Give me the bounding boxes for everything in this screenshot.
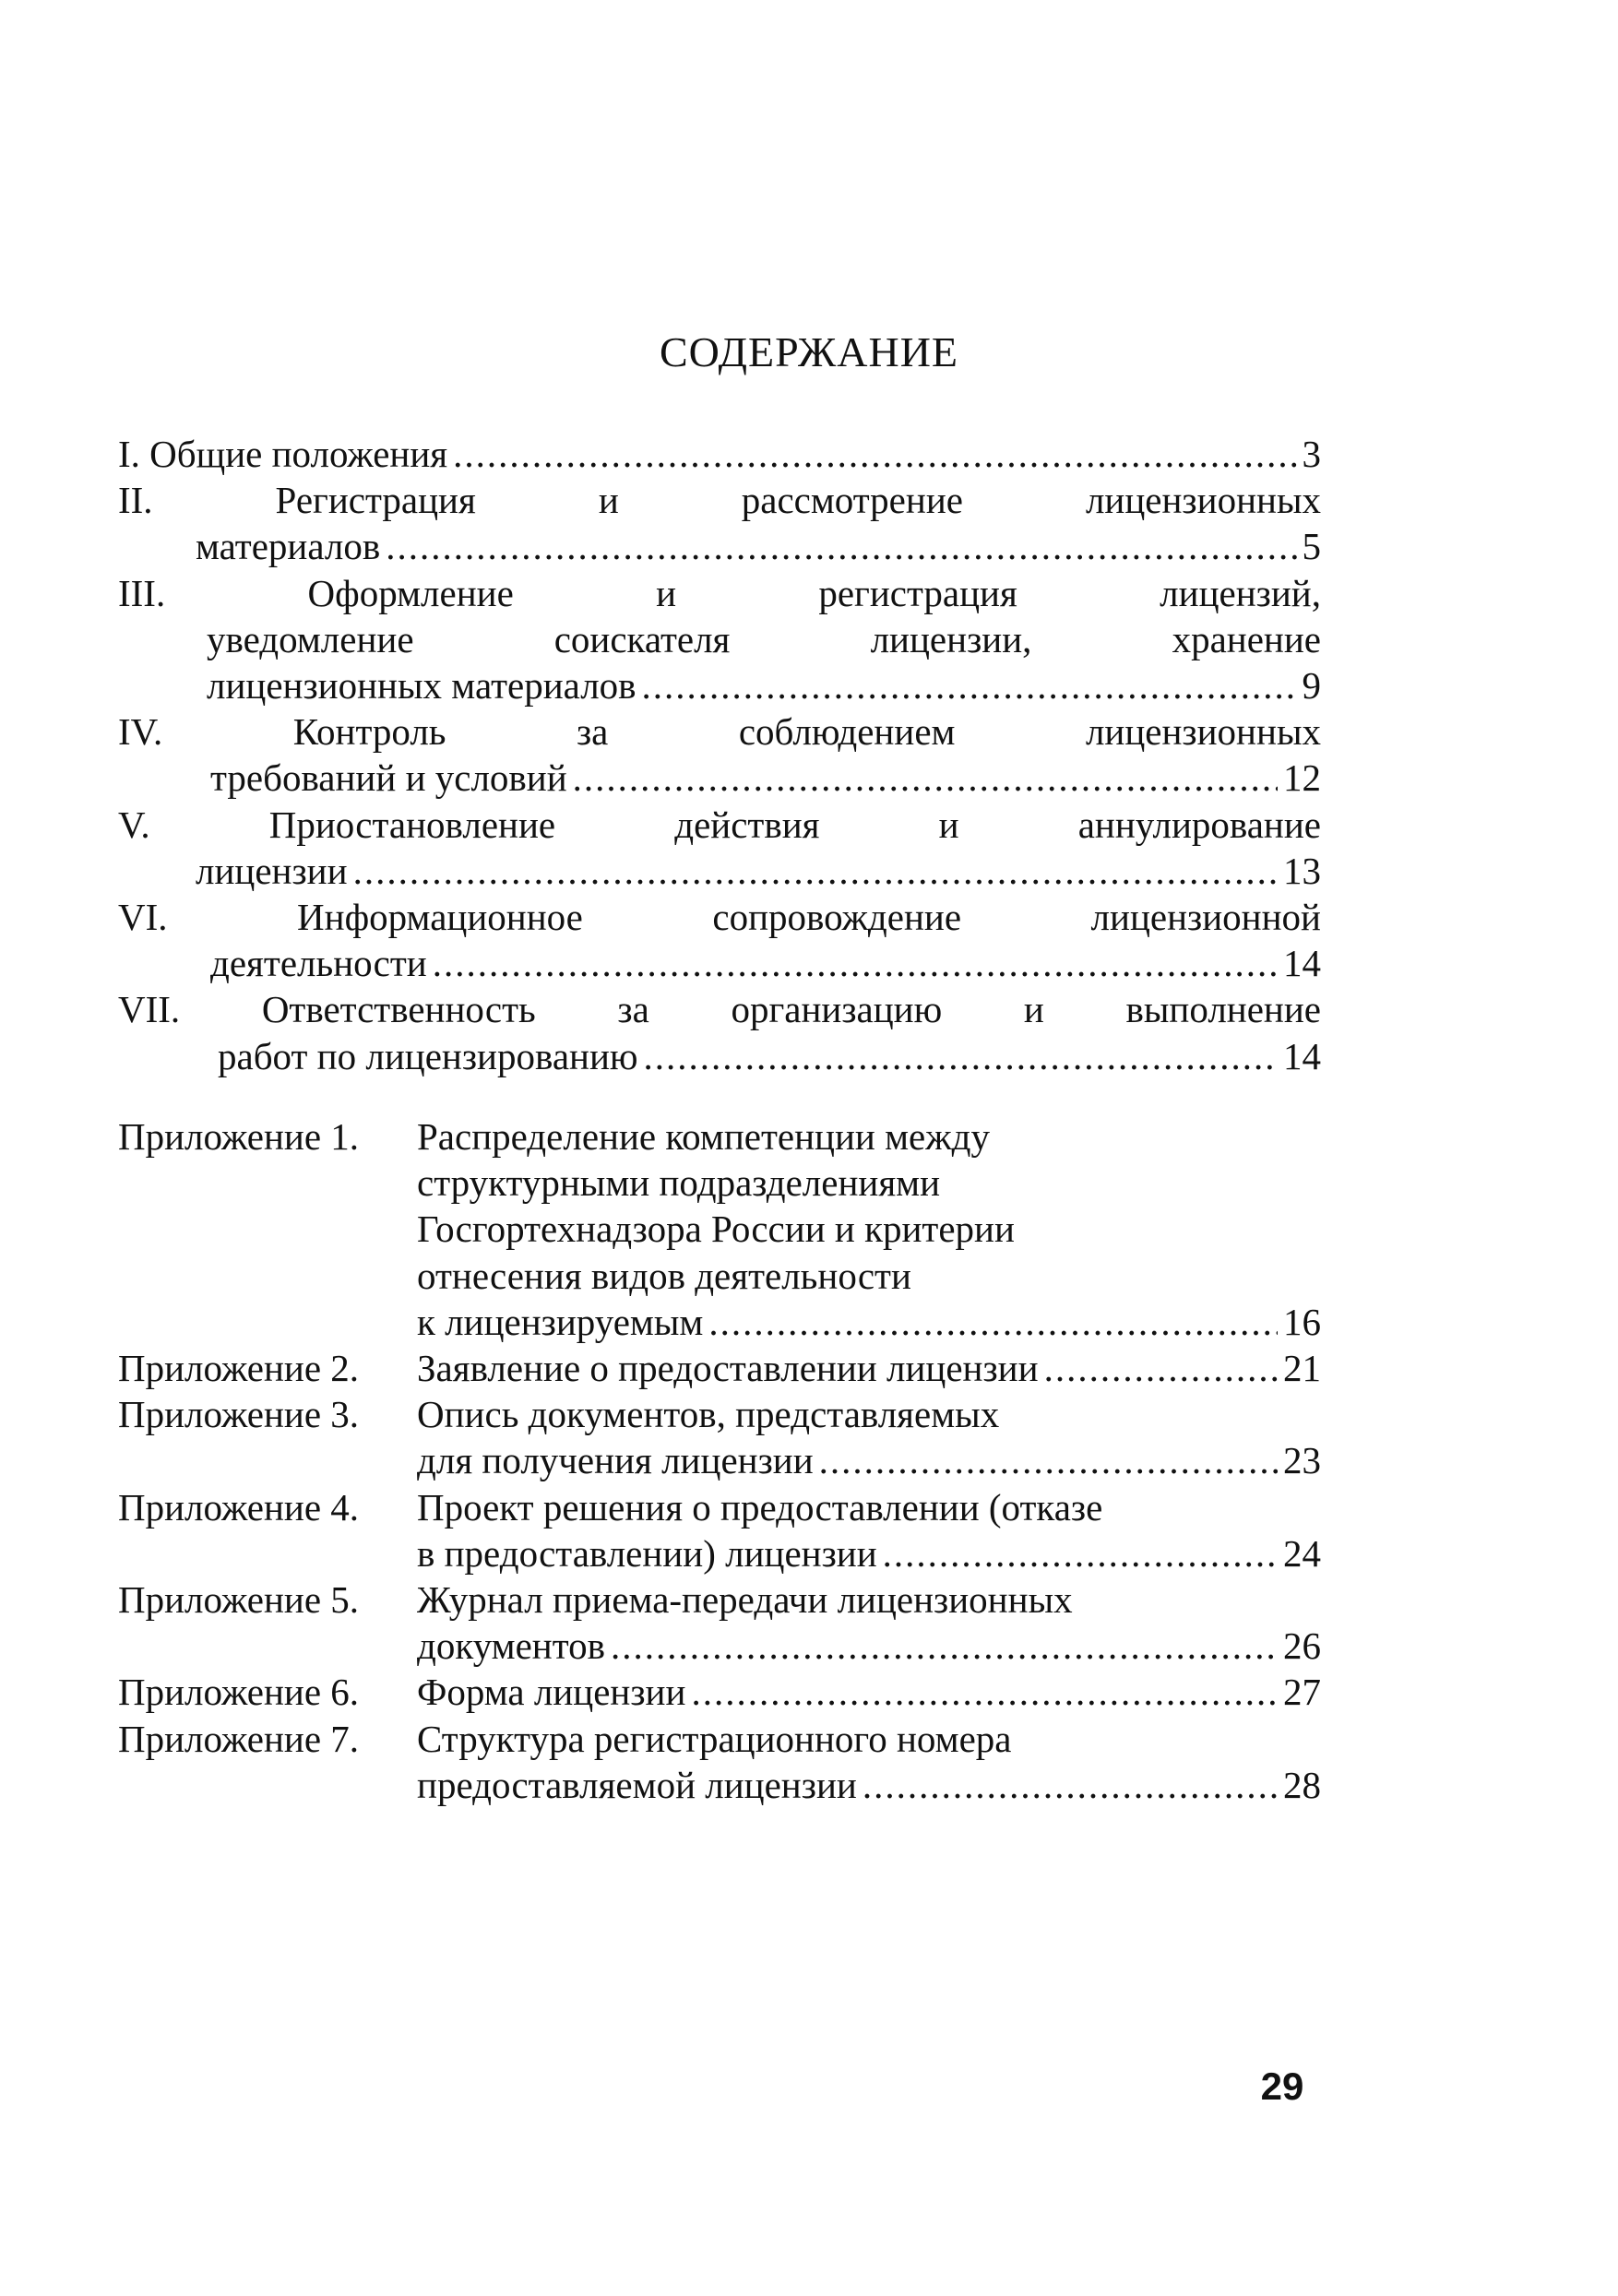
toc-entry-line-continued [417,1206,1321,1252]
dot-leader [863,1762,1278,1808]
toc-entry-text: VII. Ответственность за организацию и выполнение [118,988,1321,1031]
toc-page-number: 21 [1283,1347,1321,1389]
toc-entry-text: IV. Контроль за соблюдением лицензионных [118,710,1321,754]
toc-page-number: 14 [1283,942,1321,985]
dot-leader [691,1669,1278,1715]
toc-entry-text: структурными подразделениями [417,1161,941,1205]
toc-entry-text: требований и условий [210,756,567,800]
toc-entry-line-continued [118,802,1321,848]
appendix-label [118,1345,410,1391]
toc-entry-line [417,1345,1321,1391]
appendix-label-text: Приложение 6. [118,1671,360,1714]
toc-entry-text: материалов [196,525,381,568]
toc-entry-line [118,431,1321,477]
toc-entry-text: работ по лицензированию [218,1034,638,1077]
appendix-label [118,1391,410,1437]
toc-entry-text: Форма лицензии [417,1671,686,1714]
appendix-label [118,1576,410,1623]
toc-entry-text: Проект решения о предоставлении (отказе [417,1485,1103,1529]
appendix-label-text: Приложение 7. [118,1717,360,1760]
appendix-label-text: Приложение 5. [118,1578,360,1621]
toc-page-number: 24 [1283,1531,1321,1575]
dot-leader [386,523,1296,569]
toc-page-number: 5 [1302,525,1321,568]
dot-leader [819,1437,1278,1483]
toc-entry-text: III. Оформление и регистрация лицензий, [118,571,1321,614]
toc-entry-line-continued [118,570,1321,616]
toc-entry-line [207,662,1321,708]
toc-entry-line [218,1033,1321,1079]
toc-entry-text: VI. Информационное сопровождение лицензионной [118,896,1321,938]
toc-page-number: 26 [1283,1624,1321,1668]
toc-page-number: 3 [1302,433,1321,475]
toc-entry-text: Распределение компетенции между [417,1115,990,1158]
toc-page-number: 13 [1283,849,1321,892]
toc-entry-line [196,848,1321,894]
toc-entry-line-continued [417,1716,1321,1762]
toc-entry-line [210,755,1321,801]
toc-entry-text: II. Регистрация и рассмотрение лицензионных [118,479,1321,522]
toc-entry-text: Структура регистрационного номера [417,1717,1012,1760]
toc-entry-line [417,1437,1321,1483]
appendix-label-text: Приложение 1. [118,1115,360,1158]
toc-entry-line-continued [118,986,1321,1032]
toc-entry-line-continued [417,1160,1321,1206]
toc-entry-line-continued [417,1391,1321,1437]
toc-page-number: 23 [1283,1439,1321,1482]
dot-leader [453,431,1296,477]
dot-leader [883,1530,1278,1576]
appendix-label [118,1716,410,1762]
dot-leader [353,848,1278,894]
toc-page-number: 12 [1283,756,1321,800]
dot-leader [708,1299,1278,1345]
toc-entry-text: V. Приостановление действия и аннулирование [118,803,1321,846]
toc-entry-line-continued [417,1253,1321,1299]
toc-entry-line [417,1299,1321,1345]
toc-entry-text: Заявление о предоставлении лицензии [417,1347,1039,1389]
toc-page-number: 14 [1283,1034,1321,1077]
toc-entry-text: I. Общие положения [118,433,448,475]
dot-leader [611,1623,1278,1669]
appendix-label-text: Приложение 3. [118,1393,360,1436]
toc-entry-text: документов [417,1624,605,1668]
toc-entry-line [210,940,1321,986]
toc-entry-line-continued [118,708,1321,755]
toc-entry-line [196,523,1321,569]
toc-entry-line-continued [417,1484,1321,1530]
dot-leader [433,940,1278,986]
dot-leader [573,755,1278,801]
toc-page-number: 28 [1283,1763,1321,1806]
page-number: 29 [1260,2064,1304,2108]
toc-entry-line [417,1623,1321,1669]
toc-entry-line [417,1762,1321,1808]
appendix-label [118,1484,410,1530]
toc-entry-text: отнесения видов деятельности [417,1254,911,1297]
appendix-label-text: Приложение 4. [118,1485,360,1529]
dot-leader [642,662,1297,708]
toc-page-number: 27 [1283,1671,1321,1714]
toc-entry-text: уведомление соискателя лицензии, хранение [207,617,1321,660]
dot-leader [644,1033,1278,1079]
toc-entry-line-continued [417,1113,1321,1160]
toc-page-number: 16 [1283,1300,1321,1343]
toc-entry-line [417,1669,1321,1715]
toc-entry-line-continued [207,616,1321,662]
toc-entry-text: к лицензируемым [417,1300,704,1343]
toc-entry-text: деятельности [210,942,427,985]
appendix-label-text: Приложение 2. [118,1347,360,1389]
toc-entry-line-continued [118,477,1321,523]
toc-entry-line-continued [417,1576,1321,1623]
toc-entry-text: лицензионных материалов [207,664,636,707]
toc-entry-text: для получения лицензии [417,1439,814,1482]
appendix-label [118,1669,410,1715]
toc-entry-text: Госгортехнадзора России и критерии [417,1207,1015,1251]
toc-entry-text: Журнал приема-передачи лицензионных [417,1578,1073,1621]
dot-leader [1044,1345,1278,1391]
toc-entry-text: предоставляемой лицензии [417,1763,857,1806]
toc-entry-text: в предоставлении) лицензии [417,1531,877,1575]
toc-entry-text: Опись документов, представляемых [417,1393,1000,1436]
toc-entry-line-continued [118,894,1321,940]
appendix-label [118,1113,410,1160]
toc-entry-text: лицензии [196,849,348,892]
page-title: СОДЕРЖАНИЕ [659,328,959,375]
toc-entry-line [417,1530,1321,1576]
toc-page-number: 9 [1302,664,1321,707]
